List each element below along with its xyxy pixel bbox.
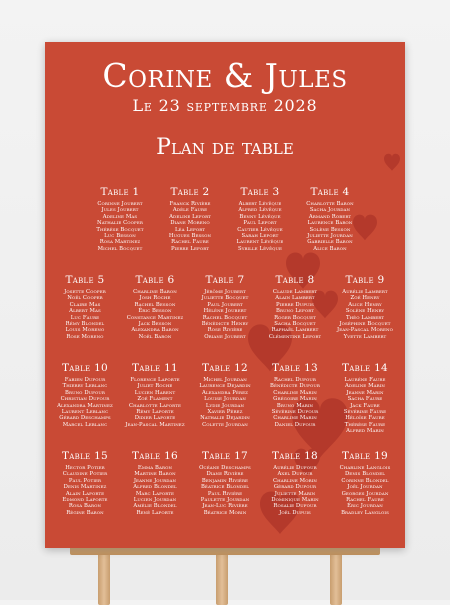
guest-name: Michel Bocquet	[97, 245, 143, 252]
tables-grid	[55, 186, 395, 538]
guest-name: Alexandra Martinez	[57, 402, 113, 409]
guest-name: Marcel Leblanc	[62, 421, 108, 428]
guest-name: Sybille Lévêque	[237, 245, 283, 252]
guest-name: Didier Laporte	[134, 415, 176, 422]
guest-name: Constance Martinez	[126, 314, 184, 321]
guest-name: Béatrice Morin	[203, 509, 247, 516]
guest-name: Lydie Jourdan	[205, 402, 245, 409]
guest-name: Amélie Blondel	[133, 503, 177, 510]
guest-name: Albert Lévêque	[238, 201, 282, 207]
guest-name: Jean-Luc Rivière	[202, 503, 248, 510]
wedding-date: Le 23 septembre 2028	[132, 96, 318, 115]
couple-names: Corine & Jules	[102, 56, 348, 95]
table-name: Table 5	[65, 274, 105, 286]
guest-name: Rachel Besson	[134, 301, 176, 308]
guest-name: Juliette Bocquet	[201, 295, 249, 302]
guest-name: Charline Marin	[273, 415, 317, 422]
table-name: Table 12	[201, 362, 249, 374]
table-block	[190, 274, 260, 362]
guest-name: Daniel Dufour	[274, 421, 316, 428]
guest-name: Solène Henry	[345, 308, 385, 315]
guest-name: Charlotte Baron	[306, 201, 354, 207]
guest-name: Laurent Lévêque	[236, 239, 284, 246]
table-block	[260, 274, 330, 362]
guest-name: Zoé Flament	[137, 396, 173, 403]
guest-name: Lauréne Faure	[344, 377, 386, 383]
guest-name: Clémentine Lefort	[268, 333, 322, 340]
table-name: Table 6	[135, 274, 175, 286]
guest-name: Benny Lévêque	[239, 213, 281, 220]
guest-name: Alexandra Baron	[131, 327, 179, 334]
table-block	[85, 186, 155, 274]
guest-name: Sévérine Dufour	[271, 409, 319, 416]
guest-name: Gérard Dufour	[273, 484, 317, 491]
guest-name: Théo Lambert	[345, 314, 385, 321]
table-block	[120, 362, 190, 450]
guest-name: Joël Jourdan	[347, 484, 383, 491]
guest-name: Sévérine Faure	[343, 409, 387, 416]
guest-name: Aurélie Dufour	[273, 465, 317, 471]
guest-name: Juliette Marin	[274, 490, 316, 497]
table-name: Table 1	[100, 186, 140, 198]
table-name: Table 16	[131, 450, 179, 462]
guest-name: Luc Besson	[104, 233, 136, 240]
guest-name: Jeanne Jourdan	[133, 477, 177, 484]
guest-name: Rachel Bocquet	[202, 314, 248, 321]
guest-name: Jack Besson	[138, 321, 172, 328]
guest-name: Rosalie Dufour	[273, 503, 317, 510]
guest-name: Nathalie Cooper	[97, 220, 143, 227]
guest-name: Alfred Lévêque	[238, 207, 282, 214]
guest-name: Océane Deschamps	[199, 465, 251, 471]
guest-name: Hélène Joubert	[203, 308, 247, 315]
table-name: Table 10	[61, 362, 109, 374]
guest-name: Dominique Marin	[271, 497, 319, 504]
guest-name: Rachel Faure	[171, 239, 209, 246]
guest-name: Alfred Blondel	[133, 484, 177, 491]
guest-name: Emma Baron	[137, 465, 173, 471]
guest-name: Axel Dufour	[277, 471, 313, 478]
table-name: Table 8	[275, 274, 315, 286]
guest-name: Diane Moreno	[170, 220, 210, 227]
table-name: Table 9	[345, 274, 385, 286]
guest-name: Alexandra Pérez	[202, 389, 248, 396]
guest-name: Régine Baron	[66, 509, 104, 516]
guest-name: Rosa Martinez	[99, 239, 141, 246]
guest-name: Thierry Leblanc	[62, 383, 108, 390]
guest-name: Joël Dupuis	[279, 509, 311, 516]
guest-name: Claire Mas	[69, 301, 101, 308]
guest-name: Christian Dufour	[60, 396, 110, 403]
guest-name: Sarah Lefort	[241, 233, 279, 240]
tables-row	[55, 274, 395, 362]
guest-name: Marc Laporte	[135, 490, 175, 497]
guest-name: Grégoire Marin	[273, 396, 317, 403]
guest-name: Paulette Jourdan	[200, 497, 250, 504]
table-name: Table 15	[61, 450, 109, 462]
guest-name: Fabien Dufour	[64, 377, 106, 383]
guest-name: Héloïse Faure	[345, 415, 385, 422]
guest-name: Luc Faure	[70, 314, 100, 321]
table-name: Table 18	[271, 450, 319, 462]
guest-name: Zoé Henry	[350, 295, 380, 302]
guest-name: Aurélie Lambert	[342, 289, 388, 295]
guest-name: Michel Jourdan	[203, 377, 247, 383]
guest-name: Rachel Faure	[346, 497, 384, 504]
guest-name: Hugues Besson	[168, 233, 212, 240]
guest-name: Oriane Joubert	[204, 333, 246, 340]
guest-name: Bénédicte Henry	[201, 321, 249, 328]
guest-name: Diane Rivière	[206, 471, 244, 478]
table-block	[120, 450, 190, 538]
guest-name: Rose Rivière	[207, 327, 243, 334]
guest-name: Josh Roche	[139, 295, 171, 302]
table-block	[260, 450, 330, 538]
guest-name: Charline Marin	[273, 389, 317, 396]
guest-name: Paul Potier	[68, 477, 102, 484]
guest-name: Louise Jourdan	[204, 396, 246, 403]
table-block	[295, 186, 365, 274]
guest-name: Roger Bocquet	[274, 314, 316, 321]
guest-name: Hector Potier	[65, 465, 105, 471]
guest-name: Laurence Baron	[307, 220, 353, 227]
table-block	[330, 450, 400, 538]
guest-name: Sacha Bocquet	[274, 321, 316, 328]
guest-name: Yvette Lambert	[343, 333, 387, 340]
guest-name: Juliette Jourdan	[307, 233, 353, 240]
table-name: Table 17	[201, 450, 249, 462]
table-block	[225, 186, 295, 274]
guest-name: Bruno Lefort	[275, 308, 315, 315]
table-block	[330, 362, 400, 450]
guest-name: Charline Langlois	[339, 465, 391, 471]
table-block	[50, 450, 120, 538]
guest-name: Jules Joubert	[101, 207, 139, 214]
guest-name: Paul Joubert	[207, 301, 243, 308]
guest-name: Jeanne Marin	[346, 389, 384, 396]
guest-name: Adeline Lefort	[169, 213, 211, 220]
guest-name: Jérôme Joubert	[204, 289, 246, 295]
guest-name: Albert Mas	[69, 308, 101, 315]
guest-name: Adeline Mas	[102, 213, 138, 220]
table-block	[190, 362, 260, 450]
guest-name: Georges Jourdan	[341, 490, 389, 497]
guest-name: Cautier Lévêque	[237, 226, 283, 233]
guest-name: Xavier Pérez	[207, 409, 243, 416]
table-block	[190, 450, 260, 538]
guest-name: Lucien Harent	[134, 389, 176, 396]
guest-name: Charlotte Laporte	[129, 402, 181, 409]
guest-name: Paul Lefort	[243, 220, 277, 227]
guest-name: Edmond Laporte	[62, 497, 108, 504]
guest-name: Béatrice Blondel	[200, 484, 250, 491]
page-title: Plan de table	[156, 135, 294, 160]
guest-name: Rose Moreno	[66, 333, 104, 340]
guest-name: Adèle Faure	[172, 207, 208, 214]
guest-name: Martine Baron	[134, 471, 176, 478]
guest-name: Pierre Lefort	[170, 245, 210, 252]
guest-name: Bruno Dufour	[65, 389, 105, 396]
guest-name: Alice Henry	[348, 301, 382, 308]
guest-name: Charline Baron	[133, 289, 177, 295]
guest-name: Rémy Laporte	[136, 409, 174, 416]
guest-name: Claudine Potier	[62, 471, 108, 478]
guest-name: Alain Lambert	[275, 295, 315, 302]
table-name: Table 11	[131, 362, 179, 374]
guest-name: Adeline Marin	[345, 383, 385, 390]
table-block	[330, 274, 400, 362]
guest-name: Jean-Pascal Moreno	[337, 327, 393, 334]
guest-name: Armand Robert	[308, 213, 352, 220]
guest-name: Rachel Dufour	[273, 377, 317, 383]
guest-name: Thérèse Faure	[344, 421, 386, 428]
table-block	[260, 362, 330, 450]
table-block	[50, 274, 120, 362]
guest-name: Benjamin Rivière	[201, 477, 249, 484]
guest-name: Louis Moreno	[65, 327, 105, 334]
table-name: Table 14	[341, 362, 389, 374]
table-block	[120, 274, 190, 362]
tables-row	[55, 186, 395, 274]
guest-name: Josette Cooper	[64, 289, 106, 295]
guest-name: Gérard Deschamps	[59, 415, 111, 422]
table-name: Table 4	[310, 186, 350, 198]
guest-name: Noël Baron	[138, 333, 172, 340]
guest-name: Bradley Langlois	[341, 509, 389, 516]
guest-name: Noël Cooper	[67, 295, 103, 302]
table-block	[155, 186, 225, 274]
guest-name: Rosa Baron	[68, 503, 102, 510]
guest-name: Sacha Jourdan	[309, 207, 351, 214]
guest-name: Léa Lefort	[174, 226, 206, 233]
guest-name: Nathalie Dejardin	[200, 415, 250, 422]
table-name: Table 19	[341, 450, 389, 462]
guest-name: Corinne Blondel	[341, 477, 389, 484]
guest-name: Éric Jourdan	[347, 503, 383, 510]
guest-name: Bruno Marin	[276, 402, 314, 409]
guest-name: Lucien Jourdan	[133, 497, 177, 504]
guest-name: Sacha Faure	[347, 396, 383, 403]
guest-name: Pierre Dupuis	[276, 301, 314, 308]
guest-name: Paul Rivière	[207, 490, 243, 497]
guest-name: Éric Besson	[138, 308, 172, 315]
guest-name: Denis Martinez	[63, 484, 107, 491]
guest-name: Corinne Joubert	[97, 201, 143, 207]
guest-name: René Laporte	[136, 509, 174, 516]
guest-name: Alfred Marin	[346, 428, 384, 435]
guest-name: Juliet Roche	[137, 383, 173, 390]
guest-name: Bénédicte Dufour	[269, 383, 320, 390]
guest-name: Joséphine Bocquet	[339, 321, 391, 328]
seating-chart-poster	[45, 42, 405, 548]
guest-name: Jack Faure	[350, 402, 380, 409]
table-name: Table 3	[240, 186, 280, 198]
guest-name: Thérèse Bocquet	[96, 226, 144, 233]
guest-name: Jean-Pascal Martinez	[125, 421, 185, 428]
guest-name: Claude Lambert	[272, 289, 318, 295]
guest-name: Rémy Blondel	[65, 321, 105, 328]
guest-name: Franck Rivière	[169, 201, 211, 207]
table-name: Table 7	[205, 274, 245, 286]
guest-name: Raphaël Lambert	[271, 327, 319, 334]
guest-name: Charline Morin	[273, 477, 317, 484]
guest-name: Denis Blondel	[344, 471, 386, 478]
guest-name: Laurent Leblanc	[61, 409, 109, 416]
tables-row	[55, 362, 395, 450]
guest-name: Florence Laporte	[130, 377, 180, 383]
guest-name: Alice Baron	[313, 245, 347, 252]
table-name: Table 2	[170, 186, 210, 198]
guest-name: Alain Laporte	[65, 490, 105, 497]
tables-row	[55, 450, 395, 538]
guest-name: Gabrielle Baron	[307, 239, 353, 246]
guest-name: Solène Besson	[309, 226, 351, 233]
guest-name: Colette Jourdan	[202, 421, 248, 428]
table-name: Table 13	[271, 362, 319, 374]
table-block	[50, 362, 120, 450]
guest-name: Laurence Dejardin	[199, 383, 251, 390]
